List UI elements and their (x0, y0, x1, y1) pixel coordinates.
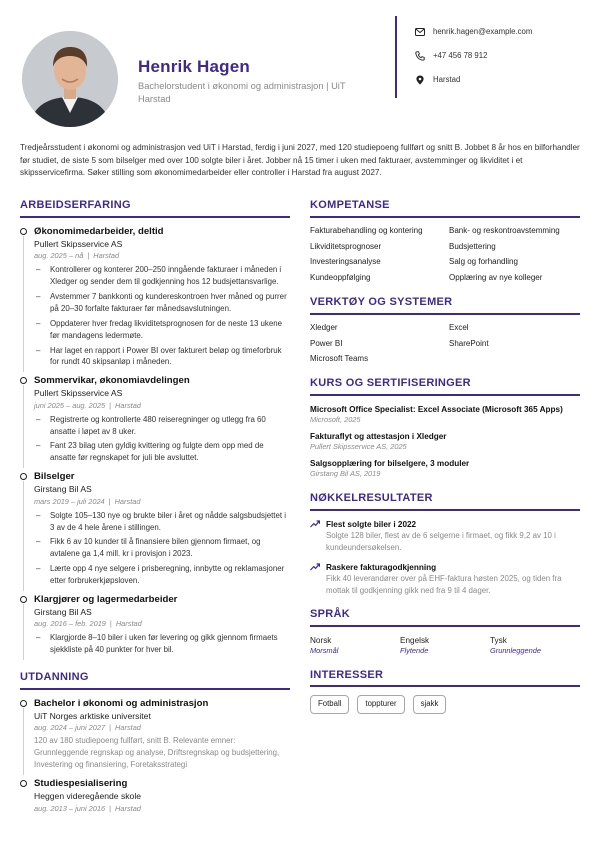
language-level: Flytende (400, 645, 429, 655)
job-dates: juni 2025 – aug. 2025 (34, 400, 106, 410)
degree-title: Bachelor i økonomi og administrasjon (34, 697, 209, 709)
cert-item (310, 404, 580, 425)
job-location: Harstad (115, 619, 142, 629)
education-meta: aug. 2024 – juni 2027 | Harstad (34, 723, 141, 733)
left-column (20, 198, 290, 821)
skill-item: Salg og forhandling (449, 257, 518, 267)
language-item (310, 635, 400, 656)
education-dates: aug. 2013 – juni 2016 (34, 803, 106, 813)
job-bullet: – Avstemmer 7 bankkonti og kundereskontroen hver måned og purrer på 20–30 forfalte fakturaer før månedsavslutningen. (34, 291, 290, 315)
education-location: Harstad (115, 723, 141, 733)
cert-meta: Pullert Skipsservice AS, 2025 (310, 442, 407, 452)
job-bullet: – Oppdaterer hver fredag likviditetsprognosen for de neste 13 ukene før mandagens ledermøte. (34, 318, 290, 342)
contact-phone[interactable] (415, 44, 532, 68)
tool-item: SharePoint (449, 338, 489, 348)
phone-icon (415, 51, 425, 61)
certs-list (310, 404, 580, 479)
languages-row (310, 635, 580, 656)
job-bullet: – Har laget en rapport i Power BI over fakturert beløp og timeforbruk for rundt 40 skipsanløp i måneden. (34, 345, 290, 369)
achievement-desc: Solgte 128 biler, flest av de 6 selgerne i firmaet, og fikk 9,2 av 10 i kundeundersøkelsen. (326, 531, 556, 553)
education-entry (20, 778, 290, 814)
contact-location (415, 68, 532, 92)
skill-item: Fakturabehandling og kontering (310, 225, 423, 235)
header-divider (395, 16, 397, 98)
contact-phone-text: +47 456 78 912 (433, 50, 488, 60)
experience-entry (20, 375, 290, 464)
right-column (310, 198, 580, 714)
skill-item: Likviditetsprognoser (310, 241, 382, 251)
cert-title: Microsoft Office Specialist: Excel Associate (Microsoft 365 Apps) (310, 405, 563, 415)
job-company: Girstang Bil AS (34, 484, 92, 495)
skill-item: Bank- og reskontroavstemming (449, 225, 560, 235)
cert-item (310, 431, 580, 452)
cert-meta: Girstang Bil AS, 2019 (310, 469, 381, 479)
job-title: Økonomimedarbeider, deltid (34, 225, 164, 237)
job-location: Harstad (115, 400, 141, 410)
language-item (400, 635, 490, 656)
map-pin-icon (415, 75, 425, 85)
skill-item: Budsjettering (449, 241, 496, 251)
experience-entry (20, 471, 290, 587)
job-dates: aug. 2025 – nå (34, 251, 84, 261)
timeline-line (23, 236, 24, 372)
timeline-dot (20, 780, 27, 787)
school-name: UiT Norges arktiske universitet (34, 710, 151, 721)
job-location: Harstad (114, 496, 141, 506)
contact-email-text: henrik.hagen@example.com (433, 26, 533, 36)
section-title-experience: ARBEIDSERFARING (20, 198, 290, 218)
timeline-line (23, 385, 24, 468)
job-company: Pullert Skipsservice AS (34, 388, 123, 399)
interest-chip: toppturer (357, 695, 404, 714)
section-title-languages: SPRÅK (310, 607, 580, 627)
contact-email[interactable] (415, 20, 532, 44)
education-location: Harstad (115, 803, 141, 813)
timeline-line (23, 604, 24, 660)
interests-chips (310, 695, 580, 714)
interest-chip: Fotball (310, 695, 349, 714)
tools-grid (310, 323, 580, 365)
tool-item: Power BI (310, 338, 343, 348)
job-title: Klargjører og lagermedarbeider (34, 593, 178, 605)
section-title-education: UTDANNING (20, 670, 290, 690)
job-bullet: – Fant 23 bilag uten gyldig kvittering og fulgte dem opp med de ansatte før regnskapet for juli ble avsluttet. (34, 440, 290, 464)
education-dates: aug. 2024 – juni 2027 (34, 723, 106, 733)
timeline-dot (20, 473, 27, 480)
job-dates: mars 2019 – juli 2024 (34, 496, 105, 506)
cert-title: Fakturaflyt og attestasjon i Xledger (310, 432, 447, 442)
achievements-list (310, 519, 580, 597)
job-title: Sommervikar, økonomiavdelingen (34, 375, 190, 387)
timeline-line (23, 708, 24, 775)
job-company: Pullert Skipsservice AS (34, 238, 123, 249)
education-description: 120 av 180 studiepoeng fullført, snitt B. Relevante emner: Grunnleggende regnskap og analyse, Driftsregnskap og budsjettering, Investering og finansiering, Foretaksstrategi (34, 736, 280, 770)
job-location: Harstad (93, 251, 120, 261)
job-meta: aug. 2025 – nå | Harstad (34, 251, 120, 261)
trend-up-icon (310, 563, 320, 571)
skill-item: Investeringsanalyse (310, 257, 381, 267)
job-bullets (34, 414, 290, 464)
interest-chip: sjakk (413, 695, 447, 714)
section-title-certs: KURS OG SERTIFISERINGER (310, 376, 580, 396)
section-title-tools: VERKTØY OG SYSTEMER (310, 295, 580, 315)
degree-title: Studiespesialisering (34, 778, 128, 790)
job-title: Bilselger (34, 471, 75, 483)
achievement-title: Raskere fakturagodkjenning (326, 562, 437, 572)
envelope-icon (415, 27, 425, 37)
candidate-name: Henrik Hagen (138, 57, 250, 76)
skills-grid (310, 226, 580, 284)
cert-item (310, 458, 580, 479)
job-meta: mars 2019 – juli 2024 | Harstad (34, 496, 141, 506)
language-name: Engelsk (400, 635, 430, 645)
tool-item: Xledger (310, 322, 338, 332)
experience-entry (20, 226, 290, 368)
language-name: Tysk (490, 635, 507, 645)
job-bullet: – Registrerte og kontrollerte 480 reiseregninger og utlegg fra 60 ansatte i løpet av 8 uker. (34, 414, 290, 438)
tool-item: Microsoft Teams (310, 354, 369, 364)
job-bullet: – Lærte opp 4 nye selgere i prisberegning, innbytte og reklamasjoner etter forbrukerkjøpsloven. (34, 563, 290, 587)
timeline-dot (20, 700, 27, 707)
contact-location-text: Harstad (433, 74, 461, 84)
job-dates: aug. 2016 – feb. 2019 (34, 619, 106, 629)
timeline-dot (20, 228, 27, 235)
education-entry (20, 698, 290, 771)
cert-meta: Microsoft, 2025 (310, 415, 361, 425)
experience-entry (20, 594, 290, 656)
tool-item: Excel (449, 322, 469, 332)
cert-title: Salgsopplæring for bilselgere, 3 moduler (310, 459, 470, 469)
achievement-desc: Fikk 40 leverandører over på EHF-faktura høsten 2025, og tiden fra mottak til godkjenning gikk ned fra 9 til 4 dager. (326, 573, 562, 595)
job-bullet: – Solgte 105–130 nye og brukte biler i året og nådde salgsbudsjettet i 3 av de 4 hele årene i stillingen. (34, 510, 290, 534)
timeline-dot (20, 596, 27, 603)
timeline-line (23, 481, 24, 591)
job-bullet: – Kontrollerer og konterer 200–250 inngående fakturaer i måneden i Xledger og sender dem til godkjenning hos 12 budsjettansvarlige. (34, 264, 290, 288)
resume-header (0, 0, 600, 140)
achievement-title: Flest solgte biler i 2022 (326, 520, 417, 530)
language-level: Morsmål (310, 645, 339, 655)
section-title-achievements: NØKKELRESULTATER (310, 491, 580, 511)
profile-photo (22, 31, 118, 127)
skill-item: Opplæring av nye kolleger (449, 273, 543, 283)
job-bullets (34, 264, 290, 368)
education-meta: aug. 2013 – juni 2016 | Harstad (34, 803, 141, 813)
job-bullet: – Fikk 6 av 10 kunder til å finansiere bilen gjennom firmaet, og avtalene ga 1,4 mill. kr i provisjon i 2023. (34, 536, 290, 560)
language-item (490, 635, 580, 656)
timeline-dot (20, 377, 27, 384)
school-name: Heggen videregående skole (34, 790, 142, 801)
job-bullets (34, 632, 290, 656)
job-bullet: – Klargjorde 8–10 biler i uken før levering og gikk gjennom firmaets sjekkliste på 40 punkter for hver bil. (34, 632, 290, 656)
achievement-item (310, 562, 580, 597)
contact-block (415, 20, 532, 92)
job-company: Girstang Bil AS (34, 606, 92, 617)
candidate-subtitle: Bachelorstudent i økonomi og administrasjon | UiT Harstad (138, 81, 346, 104)
achievement-item (310, 519, 580, 554)
trend-up-icon (310, 520, 320, 528)
skill-item: Kundeoppfølging (310, 273, 371, 283)
job-meta: aug. 2016 – feb. 2019 | Harstad (34, 619, 142, 629)
section-title-skills: KOMPETANSE (310, 198, 580, 218)
job-bullets (34, 510, 290, 587)
language-name: Norsk (310, 635, 332, 645)
language-level: Grunnleggende (490, 645, 541, 655)
section-title-interests: INTERESSER (310, 668, 580, 688)
profile-summary: Tredjeårsstudent i økonomi og administrasjon ved UiT i Harstad, ferdig i juni 2027, med 120 studiepoeng fullført og snitt B. Jobbet 8 år hos en bilforhandler før studiet, de siste 5 som bilselger med over 100 solgte biler i året. Jobber nå 15 timer i uken med fakturaer, avstemminger og likviditet i et skipsservicefirma. Søker stilling som økonomimedarbeider eller controller i Harstad fra august 2027. (20, 143, 580, 178)
job-meta: juni 2025 – aug. 2025 | Harstad (34, 400, 141, 410)
